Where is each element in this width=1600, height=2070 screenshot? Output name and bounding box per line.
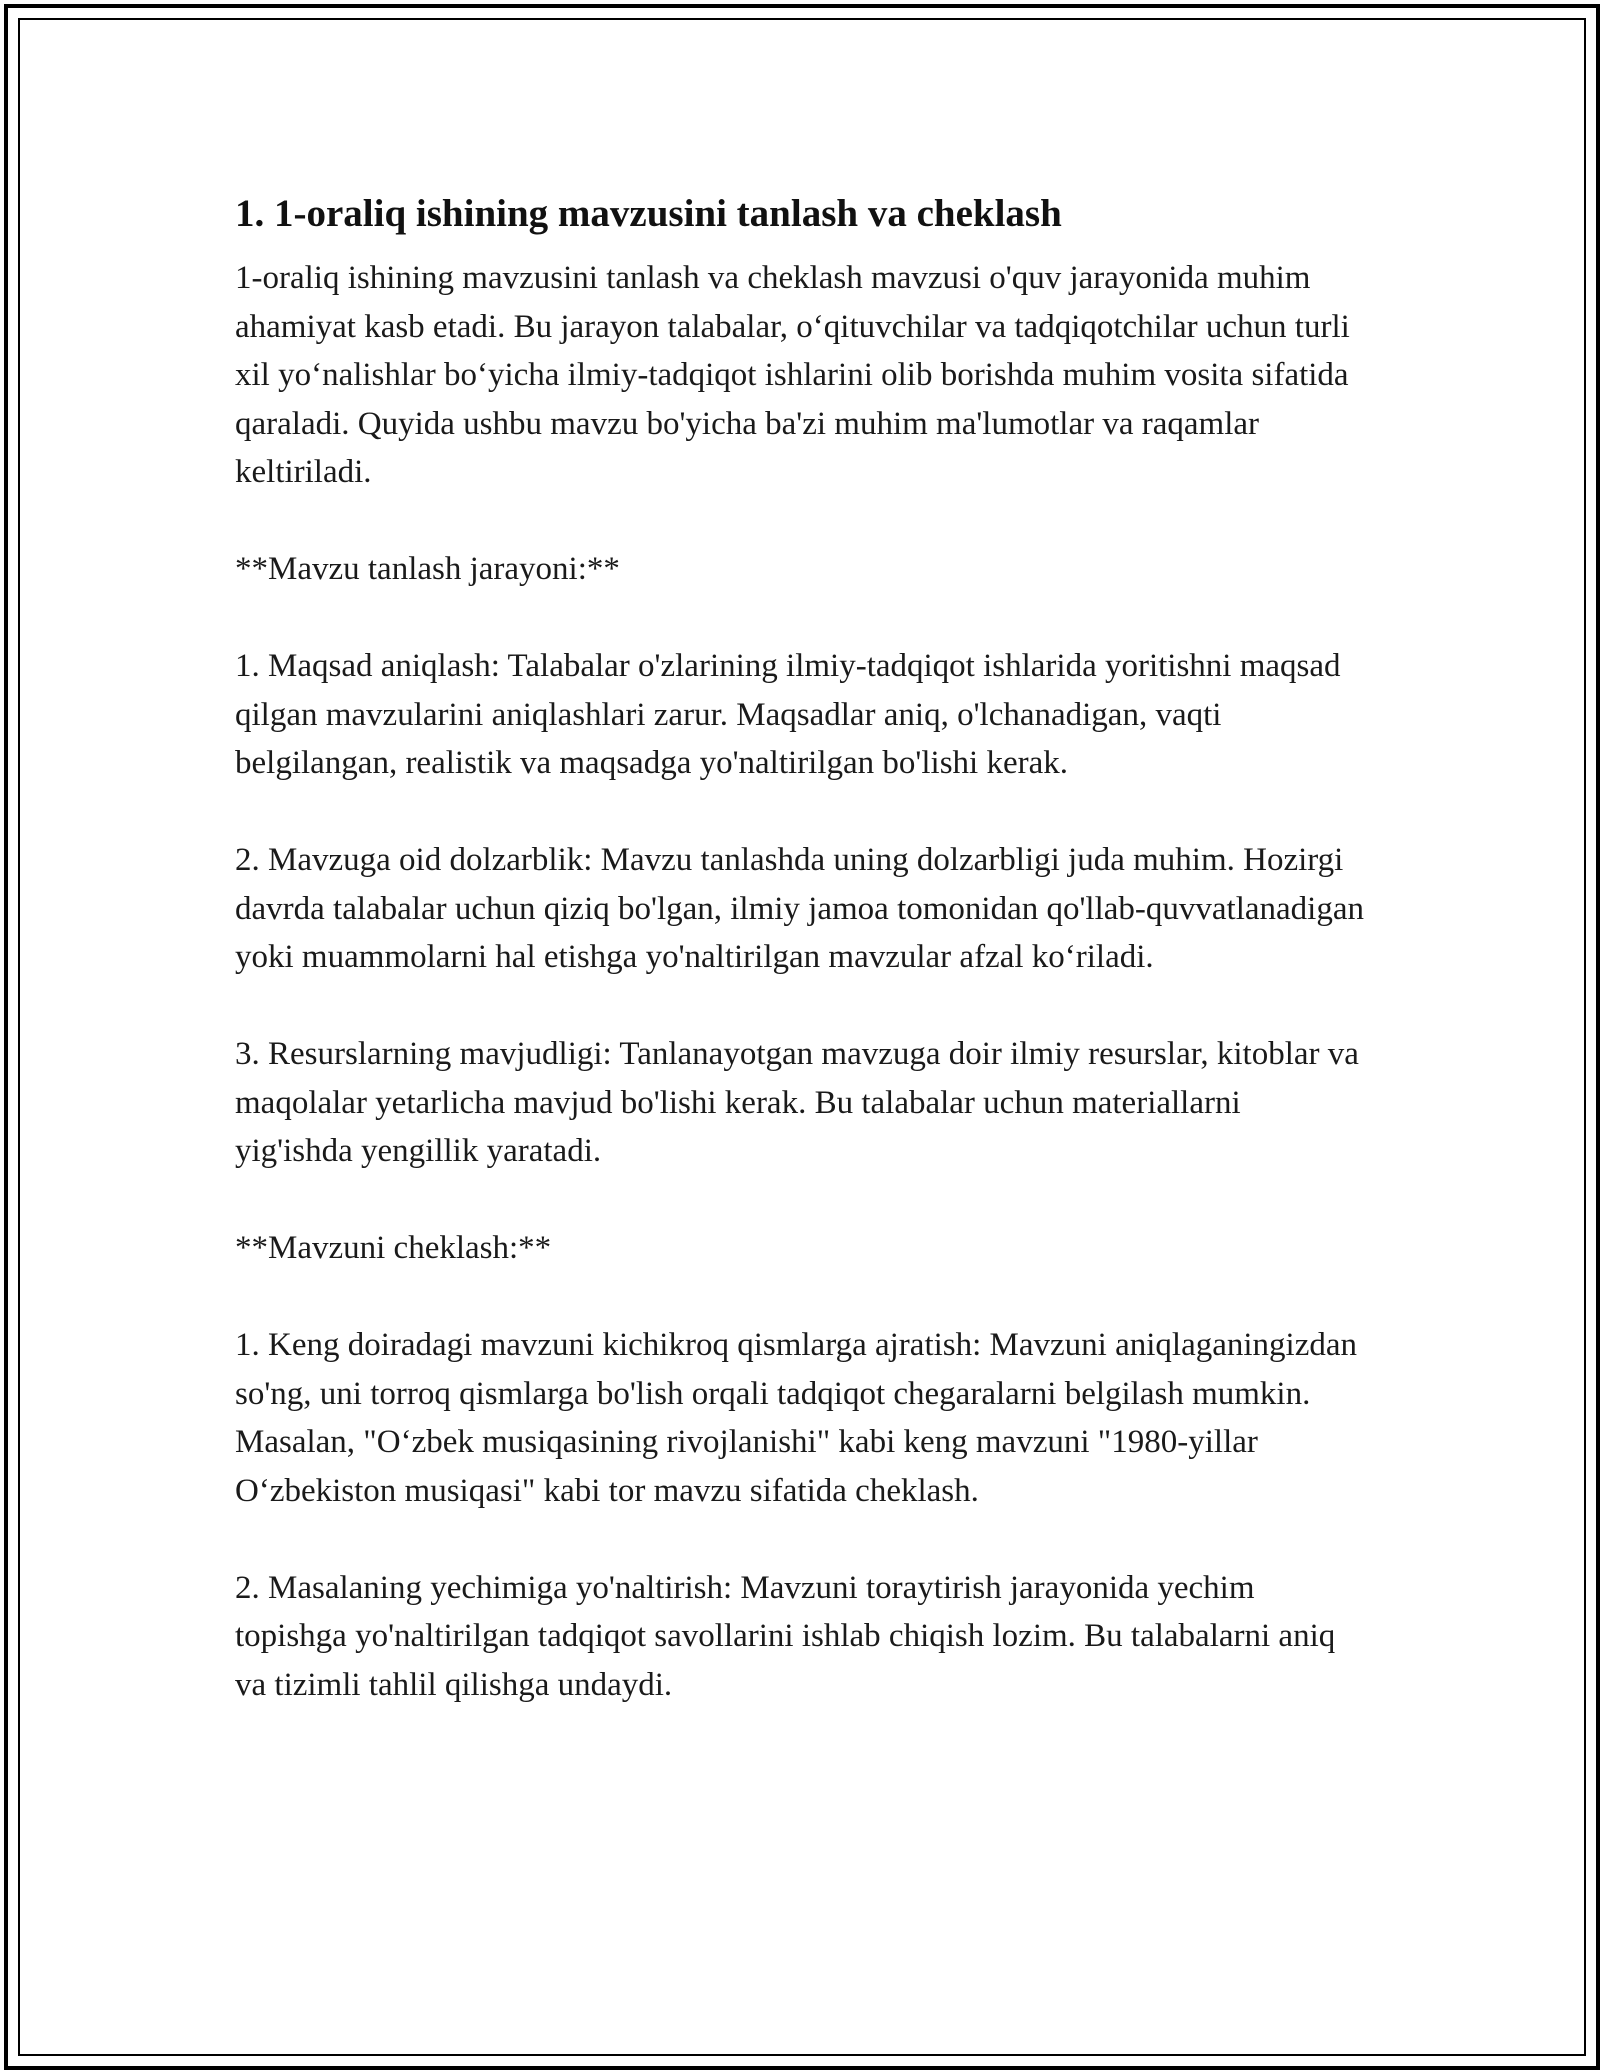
section-heading: 1. 1-oraliq ishining mavzusini tanlash va cheklash [235,192,1062,235]
document-body [235,186,1365,1709]
list-item-solution-oriented: 2. Masalaning yechimiga yo'naltirish: Mavzuni toraytirish jarayonida yechim topishga yo'naltirilgan tadqiqot savollarini ishlab chiqish lozim. Bu talabalarni aniq va tizimli tahlil qilishga undaydi. [235,1569,1336,1703]
subheading-topic-selection: **Mavzu tanlash jarayoni:** [235,551,620,587]
intro-paragraph: 1-oraliq ishining mavzusini tanlash va cheklash mavzusi o'quv jarayonida muhim ahamiyat kasb etadi. Bu jarayon talabalar, o‘qituvchilar va tadqiqotchilar uchun turli xil yo‘nalishlar bo‘yicha ilmiy-tadqiqot ishlarini olib borishda muhim vosita sifatida qaraladi. Quyida ushbu mavzu bo'yicha ba'zi muhim ma'lumotlar va raqamlar keltiriladi. [235,260,1350,490]
list-item-goal-definition: 1. Maqsad aniqlash: Talabalar o'zlarining ilmiy-tadqiqot ishlarida yoritishni maqsad qilgan mavzularini aniqlashlari zarur. Maqsadlar aniq, o'lchanadigan, vaqti belgilangan, realistik va maqsadga yo'naltirilgan bo'lishi kerak. [235,648,1341,781]
list-item-resources: 3. Resurslarning mavjudligi: Tanlanayotgan mavzuga doir ilmiy resurslar, kitoblar va maqolalar yetarlicha mavjud bo'lishi kerak. Bu talabalar uchun materiallarni yig'ishda yengillik yaratadi. [235,1036,1359,1169]
subheading-topic-limiting: **Mavzuni cheklash:** [235,1230,552,1266]
list-item-relevance: 2. Mavzuga oid dolzarblik: Mavzu tanlashda uning dolzarbligi juda muhim. Hozirgi davrda talabalar uchun qiziq bo'lgan, ilmiy jamoa tomonidan qo'llab-quvvatlanadigan yoki muammolarni hal etishga yo'naltirilgan mavzular afzal ko‘riladi. [235,842,1364,975]
list-item-splitting-topic: 1. Keng doiradagi mavzuni kichikroq qismlarga ajratish: Mavzuni aniqlaganingizdan so'ng, uni torroq qismlarga bo'lish orqali tadqiqot chegaralarni belgilash mumkin. Masalan, "O‘zbek musiqasining rivojlanishi" kabi keng mavzuni "1980-yillar O‘zbekiston musiqasi" kabi tor mavzu sifatida cheklash. [235,1327,1357,1509]
